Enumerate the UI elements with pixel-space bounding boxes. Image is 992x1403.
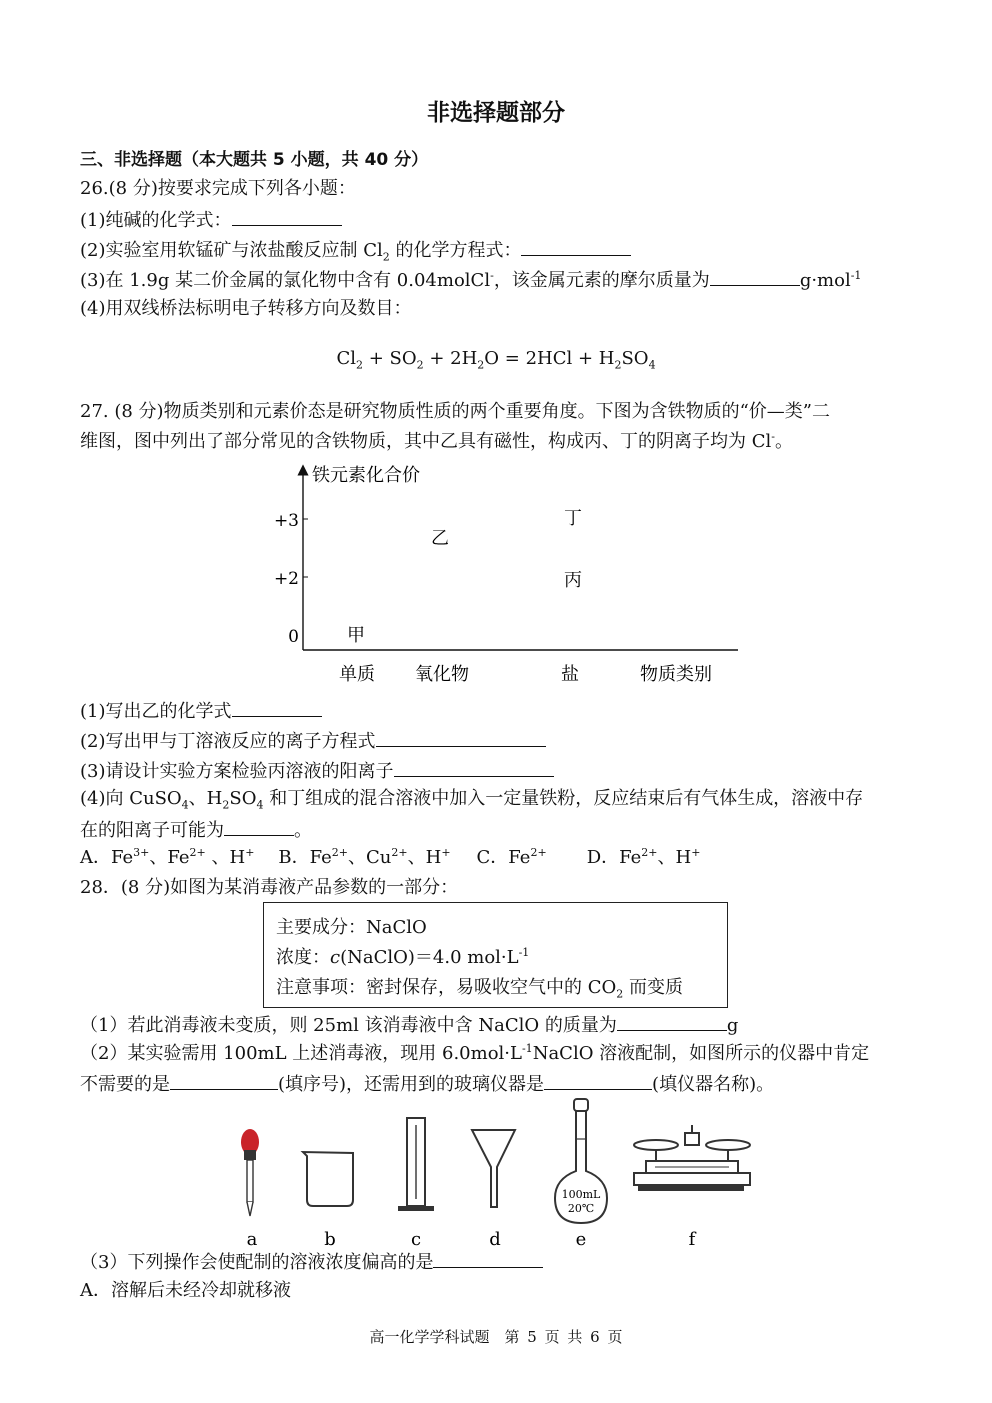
q27-part1: (1)写出乙的化学式 bbox=[80, 697, 322, 725]
dropper-icon bbox=[241, 1129, 259, 1216]
q27-part4: (4)向 CuSO$_4$、$H_2SO_4$ 和丁组成的混合溶液中加入一定量铁粉，反应结束后有气体生成，溶液中存 bbox=[80, 788, 864, 812]
answer-blank[interactable] bbox=[224, 816, 294, 836]
q28-part3: （3）下列操作会使配制的溶液浓度偏高的是 bbox=[80, 1248, 543, 1276]
valence-class-chart bbox=[0, 0, 992, 700]
q28-part1: （1）若此消毒液未变质，则 25ml 该消毒液中含 NaClO 的质量为 g bbox=[80, 1011, 738, 1039]
page-title: 非选择题部分 bbox=[427, 100, 565, 126]
balance-scale-icon bbox=[634, 1125, 750, 1191]
answer-blank[interactable] bbox=[617, 1011, 727, 1031]
beaker-icon bbox=[303, 1152, 353, 1206]
flask-volume-text: 100mL bbox=[561, 1188, 601, 1201]
funnel-icon bbox=[472, 1130, 515, 1207]
answer-blank[interactable] bbox=[544, 1070, 652, 1090]
instrument-label-a: a bbox=[246, 1229, 258, 1250]
q26-part4: (4)用双线桥法标明电子转移方向及数目： bbox=[80, 298, 412, 319]
instrument-label-e: e bbox=[575, 1229, 587, 1250]
q26-part1: (1)纯碱的化学式： bbox=[80, 206, 342, 234]
box-line-notes: 注意事项：密封保存，易吸收空气中的 $CO_2$ 而变质 bbox=[276, 977, 683, 1001]
box-line-ingredient: 主要成分：NaClO bbox=[276, 917, 427, 938]
redox-equation: $Cl_2 + SO_2 + 2H_2O = 2HCl + H_2SO_4$ bbox=[336, 348, 656, 372]
answer-blank[interactable] bbox=[433, 1248, 543, 1268]
q26-part3: (3)在 1.9g 某二价金属的氯化物中含有 0.04molCl-，该金属元素的摩尔质量为 g·mol$^{-1}$ bbox=[80, 266, 861, 294]
section-heading: 三、非选择题（本大题共 5 小题，共 40 分） bbox=[80, 150, 429, 170]
x-tick-label: 单质 bbox=[339, 664, 375, 685]
x-tick-label: 氧化物 bbox=[415, 664, 469, 685]
q27-line1: 27. (8 分)物质类别和元素价态是研究物质性质的两个重要角度。下图为含铁物质的“价—类”二 bbox=[80, 401, 830, 422]
y-tick-label: +2 bbox=[273, 569, 299, 589]
q27-part2: (2)写出甲与丁溶液反应的离子方程式 bbox=[80, 727, 546, 755]
x-tick-label: 盐 bbox=[561, 664, 579, 685]
q26-stem: 26.(8 分)按要求完成下列各小题： bbox=[80, 178, 356, 199]
q27-part4-line2: 在的阳离子可能为 。 bbox=[80, 816, 312, 844]
product-info-box bbox=[263, 902, 728, 1008]
q26-part2: (2)实验室用软锰矿与浓盐酸反应制 $Cl_2$ 的化学方程式： bbox=[80, 236, 631, 264]
point-label-ding: 丁 bbox=[564, 508, 582, 529]
option-d[interactable]: D．$Fe^{2+}$、H+ bbox=[586, 846, 701, 868]
instrument-label-f: f bbox=[688, 1229, 696, 1250]
instrument-label-c: c bbox=[410, 1229, 422, 1250]
option-b[interactable]: B．$Fe^{2+}$、$Cu^{2+}$、H+ bbox=[278, 846, 451, 868]
lab-instruments bbox=[0, 1095, 992, 1255]
option-c[interactable]: C．$Fe^{2+}$ bbox=[476, 846, 547, 868]
flask-temp-text: 20℃ bbox=[567, 1202, 595, 1215]
q27-options bbox=[80, 845, 700, 871]
page-footer: 高一化学学科试题 第 5 页 共 6 页 bbox=[369, 1328, 623, 1346]
option-a[interactable]: A．$Fe^{3+}$、$Fe^{2+}$ 、H+ bbox=[80, 846, 255, 868]
q28-part2: （2）某实验需用 100mL 上述消毒液，现用 $6.0mol\cdot L^{-1}NaClO$ 溶液配制，如图所示的仪器中肯定 bbox=[80, 1042, 870, 1064]
x-axis-title: 物质类别 bbox=[640, 664, 712, 685]
point-label-jia: 甲 bbox=[347, 625, 365, 646]
q27-part3: (3)请设计实验方案检验丙溶液的阳离子 bbox=[80, 757, 554, 785]
point-label-yi: 乙 bbox=[431, 528, 449, 549]
instrument-label-d: d bbox=[489, 1229, 501, 1250]
graduated-cylinder-icon bbox=[398, 1118, 434, 1211]
answer-blank[interactable] bbox=[232, 697, 322, 717]
volumetric-flask-icon bbox=[555, 1099, 607, 1223]
y-axis-title: 铁元素化合价 bbox=[312, 465, 420, 486]
q28-option-a[interactable]: A．溶解后未经冷却就移液 bbox=[80, 1280, 291, 1301]
y-tick-label: +3 bbox=[273, 511, 299, 531]
q28-part2-line2: 不需要的是 (填序号)，还需用到的玻璃仪器是 (填仪器名称)。 bbox=[80, 1070, 774, 1098]
y-tick-label: 0 bbox=[288, 627, 299, 647]
box-line-concentration: 浓度：c(NaClO)＝4.0 $mol\cdot L^{-1}$ bbox=[276, 946, 530, 968]
instrument-label-b: b bbox=[324, 1229, 336, 1250]
answer-blank[interactable] bbox=[394, 757, 554, 777]
q27-line2: 维图，图中列出了部分常见的含铁物质，其中乙具有磁性，构成丙、丁的阴离子均为 Cl-。 bbox=[80, 430, 793, 452]
answer-blank[interactable] bbox=[170, 1070, 278, 1090]
answer-blank[interactable] bbox=[376, 727, 546, 747]
q28-stem: 28．(8 分)如图为某消毒液产品参数的一部分： bbox=[80, 877, 459, 898]
point-label-bing: 丙 bbox=[564, 570, 582, 591]
